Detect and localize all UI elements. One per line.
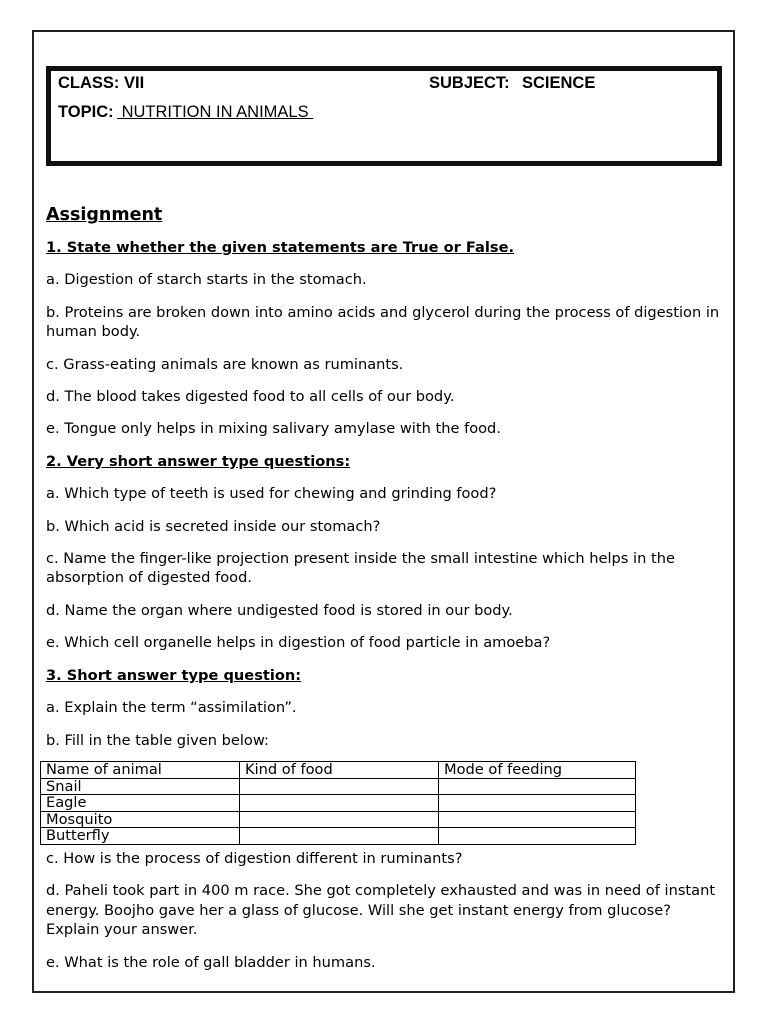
table-header-cell: Mode of feeding (439, 762, 636, 779)
section2-item-d: d. Name the organ where undigested food is stored in our body. (46, 601, 513, 619)
section1-item-b: b. Proteins are broken down into amino acids and glycerol during the process of digestion in human body. (46, 303, 720, 341)
table-cell[interactable] (439, 828, 636, 845)
assignment-title: Assignment (46, 205, 163, 225)
assignment-body (46, 204, 726, 763)
table-cell[interactable] (240, 778, 439, 795)
table-header-row (41, 762, 636, 779)
table-cell: Eagle (41, 795, 240, 812)
section3-item-d: d. Paheli took part in 400 m race. She got completely exhausted and was in need of instant energy. Boojho gave her a glass of glucose. Will she get instant energy from glucose? Explain your answer. (46, 882, 716, 939)
section3-item-b: b. Fill in the table given below: (46, 731, 269, 749)
table-row (41, 828, 636, 845)
section3-continued (46, 849, 726, 985)
topic-label: TOPIC: (58, 103, 114, 121)
table-header-cell: Name of animal (41, 762, 240, 779)
table-header-cell: Kind of food (240, 762, 439, 779)
table-row (41, 778, 636, 795)
subject-value: SCIENCE (522, 74, 596, 92)
table-cell[interactable] (240, 811, 439, 828)
subject-label: SUBJECT: (429, 74, 510, 92)
table-cell[interactable] (439, 795, 636, 812)
class-label: CLASS: VII (58, 74, 145, 92)
section2-heading: 2. Very short answer type questions: (46, 452, 351, 470)
table-cell[interactable] (439, 778, 636, 795)
section2-item-b: b. Which acid is secreted inside our stomach? (46, 517, 381, 535)
table-cell[interactable] (240, 795, 439, 812)
section1-item-a: a. Digestion of starch starts in the stomach. (46, 271, 367, 289)
section3-heading: 3. Short answer type question: (46, 666, 302, 684)
section1-item-e: e. Tongue only helps in mixing salivary amylase with the food. (46, 420, 501, 438)
section1-item-c: c. Grass-eating animals are known as ruminants. (46, 355, 404, 373)
table-cell: Snail (41, 778, 240, 795)
table-row (41, 811, 636, 828)
section1-item-d: d. The blood takes digested food to all cells of our body. (46, 388, 455, 406)
section3-item-e: e. What is the role of gall bladder in humans. (46, 953, 376, 971)
section3-item-c: c. How is the process of digestion different in ruminants? (46, 850, 463, 867)
section1-heading: 1. State whether the given statements are True or False. (46, 239, 515, 256)
section2-item-a: a. Which type of teeth is used for chewing and grinding food? (46, 485, 497, 503)
table-cell: Mosquito (41, 811, 240, 828)
table-cell[interactable] (240, 828, 439, 845)
table-cell: Butterfly (41, 828, 240, 845)
table-row (41, 795, 636, 812)
section3-item-a: a. Explain the term “assimilation”. (46, 699, 297, 717)
table-cell[interactable] (439, 811, 636, 828)
feeding-table (40, 761, 636, 845)
section2-item-c: c. Name the finger-like projection present inside the small intestine which helps in the absorption of digested food. (46, 550, 675, 587)
section2-item-e: e. Which cell organelle helps in digestion of food particle in amoeba? (46, 634, 551, 652)
topic-value: NUTRITION IN ANIMALS (117, 103, 314, 121)
